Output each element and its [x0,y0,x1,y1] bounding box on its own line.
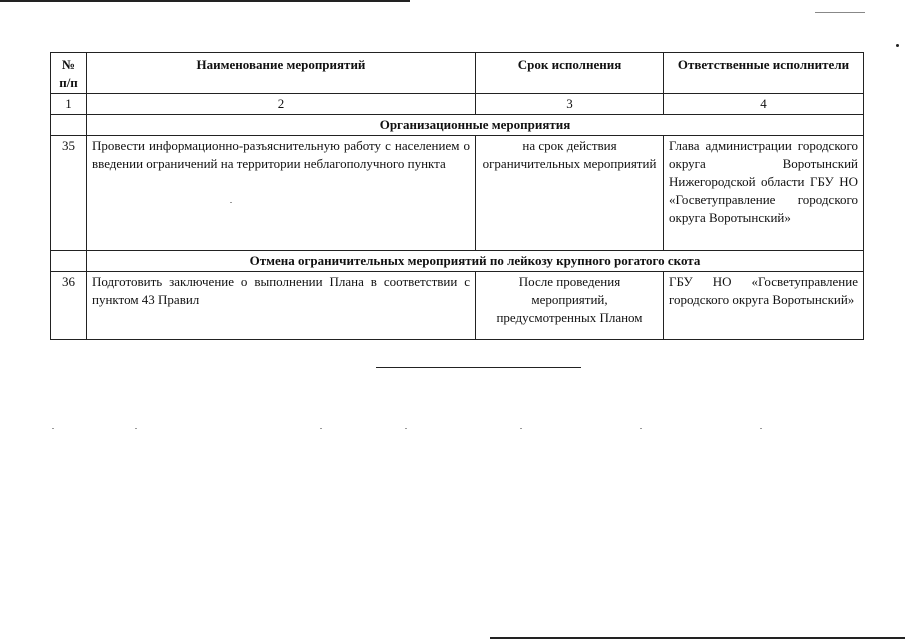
scan-speck [520,428,522,429]
header-responsible: Ответственные исполнители [664,53,864,94]
scan-edge-line-top-left [0,0,410,2]
column-number: 3 [476,94,664,115]
section-number-cell [51,251,87,272]
header-number: № п/п [51,53,87,94]
end-of-document-line [376,367,581,368]
scan-speck [230,202,232,203]
row-measure-name: Провести информационно-разъяснительную работу с населением о введении ограничений на территории неблагополучного пункта [87,136,476,251]
section-title: Организационные мероприятия [87,115,864,136]
row-deadline: После проведения мероприятий, предусмотренных Планом [476,272,664,340]
header-deadline: Срок исполнения [476,53,664,94]
scan-speck [760,428,762,429]
section-title: Отмена ограничительных мероприятий по лейкозу крупного рогатого скота [87,251,864,272]
column-number: 4 [664,94,864,115]
row-measure-name: Подготовить заключение о выполнении Плана в соответствии с пунктом 43 Правил [87,272,476,340]
column-number: 1 [51,94,87,115]
scan-speck [640,428,642,429]
section-row [51,251,864,272]
column-number-row [51,94,864,115]
scan-dot [896,44,899,47]
row-number: 36 [51,272,87,340]
table-header-row [51,53,864,94]
scan-speck [320,428,322,429]
scan-edge-line-bottom [490,637,905,639]
scan-speck [135,428,137,429]
row-responsible: ГБУ НО «Госветуправление городского округа Воротынский» [664,272,864,340]
table-row [51,136,864,251]
scan-edge-line-top-right [815,12,865,13]
section-row [51,115,864,136]
row-number: 35 [51,136,87,251]
section-number-cell [51,115,87,136]
measures-table [50,52,864,340]
table-row [51,272,864,340]
column-number: 2 [87,94,476,115]
header-measure-name: Наименование мероприятий [87,53,476,94]
scan-speck [405,428,407,429]
row-responsible: Глава администрации городского округа Воротынский Нижегородской области ГБУ НО «Госветуправление городского округа Воротынский» [664,136,864,251]
scan-speck [52,428,54,429]
row-deadline: на срок действия ограничительных мероприятий [476,136,664,251]
